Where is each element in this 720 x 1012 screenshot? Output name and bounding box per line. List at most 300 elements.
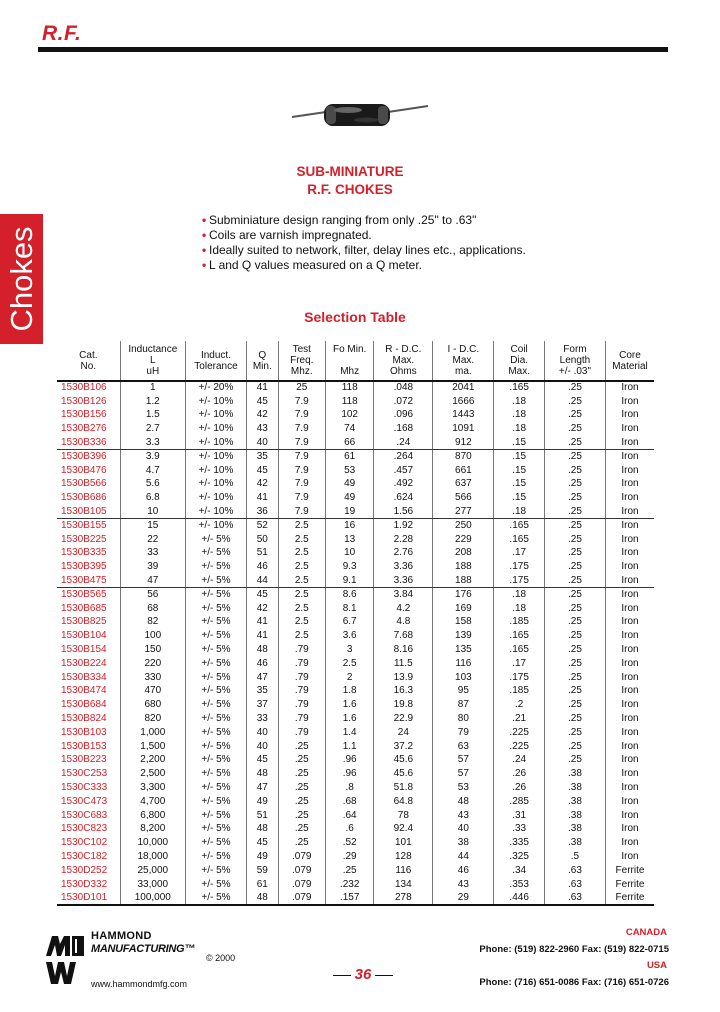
cat-number-cell: 1530B223: [61, 754, 107, 766]
table-cell: 912: [433, 436, 494, 450]
table-cell: .79: [278, 726, 325, 740]
cat-number-cell: 1530B334: [61, 671, 107, 683]
table-cell: 48: [247, 823, 279, 837]
column-header: I - D.C. Max. ma.: [433, 341, 494, 381]
table-cell: 48: [247, 643, 279, 657]
table-cell: 36: [247, 505, 279, 519]
table-cell: .25: [544, 381, 605, 395]
table-cell: +/- 10%: [185, 395, 246, 409]
cat-number-cell: 1530B104: [61, 630, 107, 642]
table-cell: 45: [247, 754, 279, 768]
table-cell: 49: [247, 850, 279, 864]
table-cell: .285: [494, 795, 545, 809]
table-cell: Iron: [605, 850, 654, 864]
table-cell: 2,200: [120, 754, 185, 768]
table-row: [57, 754, 654, 768]
table-cell: +/- 5%: [185, 878, 246, 892]
table-cell: .17: [494, 657, 545, 671]
table-cell: 48: [247, 891, 279, 905]
table-cell: .25: [278, 754, 325, 768]
table-cell: Iron: [605, 574, 654, 588]
table-cell: Iron: [605, 409, 654, 423]
table-cell: Iron: [605, 781, 654, 795]
table-row: [57, 464, 654, 478]
table-cell: .185: [494, 616, 545, 630]
table-row: [57, 698, 654, 712]
table-row: [57, 781, 654, 795]
table-cell: .96: [325, 754, 373, 768]
table-cell: 820: [120, 712, 185, 726]
table-cell: 7.9: [278, 491, 325, 505]
table-cell: .64: [325, 809, 373, 823]
table-cell: 176: [433, 588, 494, 602]
table-cell: 64.8: [374, 795, 433, 809]
cat-number-cell: 1530B224: [61, 657, 107, 669]
table-cell: 2.5: [278, 574, 325, 588]
table-cell: .096: [374, 409, 433, 423]
table-cell: +/- 5%: [185, 643, 246, 657]
table-cell: .25: [544, 491, 605, 505]
side-tab-label: Chokes: [3, 226, 39, 332]
table-cell: Iron: [605, 505, 654, 519]
table-cell: 16.3: [374, 685, 433, 699]
table-cell: 42: [247, 409, 279, 423]
table-cell: +/- 5%: [185, 864, 246, 878]
table-cell: .25: [544, 560, 605, 574]
hammond-logo: [46, 932, 86, 986]
table-cell: .25: [544, 395, 605, 409]
table-cell: 2.7: [120, 422, 185, 436]
table-cell: 46: [433, 864, 494, 878]
table-cell: 29: [433, 891, 494, 905]
table-cell: 1091: [433, 422, 494, 436]
table-cell: 56: [120, 588, 185, 602]
table-cell: 1: [120, 381, 185, 395]
table-cell: .079: [278, 878, 325, 892]
table-header-row: [57, 341, 654, 381]
table-cell: Iron: [605, 671, 654, 685]
table-cell: +/- 5%: [185, 740, 246, 754]
table-cell: 43: [433, 809, 494, 823]
table-cell: 57: [433, 754, 494, 768]
table-cell: 1.2: [120, 395, 185, 409]
website-link[interactable]: www.hammondmfg.com: [91, 979, 188, 989]
table-cell: .079: [278, 850, 325, 864]
table-cell: .25: [544, 409, 605, 423]
table-cell: .18: [494, 602, 545, 616]
table-cell: 3.3: [120, 436, 185, 450]
table-cell: Iron: [605, 602, 654, 616]
table-cell: 53: [325, 464, 373, 478]
table-cell: 45: [247, 588, 279, 602]
table-cell: 22: [120, 533, 185, 547]
table-cell: .25: [278, 781, 325, 795]
table-cell: .25: [544, 629, 605, 643]
product-heading-line2: R.F. CHOKES: [307, 182, 393, 197]
cat-number-cell: 1530B684: [61, 699, 107, 711]
table-cell: .165: [494, 519, 545, 533]
table-cell: 47: [247, 781, 279, 795]
table-cell: Iron: [605, 450, 654, 464]
table-cell: 74: [325, 422, 373, 436]
table-cell: 3: [325, 643, 373, 657]
table-cell: .165: [494, 381, 545, 395]
table-cell: .25: [544, 671, 605, 685]
table-cell: 61: [247, 878, 279, 892]
table-cell: Iron: [605, 436, 654, 450]
table-cell: 45.6: [374, 754, 433, 768]
table-cell: 44: [433, 850, 494, 864]
table-cell: .26: [494, 767, 545, 781]
table-cell: +/- 10%: [185, 450, 246, 464]
cat-number-cell: 1530B824: [61, 713, 107, 725]
table-cell: 48: [247, 767, 279, 781]
table-cell: +/- 20%: [185, 381, 246, 395]
table-cell: .15: [494, 436, 545, 450]
table-cell: 1.1: [325, 740, 373, 754]
table-cell: 566: [433, 491, 494, 505]
table-cell: 3.84: [374, 588, 433, 602]
table-cell: 158: [433, 616, 494, 630]
column-header: Cat. No.: [57, 341, 120, 381]
table-cell: .18: [494, 409, 545, 423]
table-cell: 2.5: [278, 560, 325, 574]
side-tab: [0, 214, 43, 344]
table-cell: .25: [544, 574, 605, 588]
table-cell: 1,500: [120, 740, 185, 754]
table-cell: 7.9: [278, 478, 325, 492]
cat-number-cell: 1530B474: [61, 685, 107, 697]
table-cell: .17: [494, 547, 545, 561]
table-cell: 47: [120, 574, 185, 588]
table-cell: .38: [544, 809, 605, 823]
table-cell: Iron: [605, 395, 654, 409]
table-cell: +/- 5%: [185, 671, 246, 685]
table-cell: .31: [494, 809, 545, 823]
cat-number-cell: 1530B126: [61, 395, 107, 407]
table-cell: 45: [247, 464, 279, 478]
table-cell: .225: [494, 726, 545, 740]
table-cell: 92.4: [374, 823, 433, 837]
table-cell: 8.6: [325, 588, 373, 602]
table-cell: 10: [325, 547, 373, 561]
table-cell: .225: [494, 740, 545, 754]
table-cell: 1.6: [325, 698, 373, 712]
table-cell: 2041: [433, 381, 494, 395]
table-cell: Iron: [605, 629, 654, 643]
brand-name: HAMMOND: [91, 930, 152, 942]
table-cell: Ferrite: [605, 864, 654, 878]
table-cell: 78: [374, 809, 433, 823]
cat-number-cell: 1530C473: [61, 795, 108, 807]
table-row: [57, 836, 654, 850]
table-cell: .185: [494, 685, 545, 699]
table-cell: +/- 5%: [185, 685, 246, 699]
table-cell: .25: [278, 740, 325, 754]
table-cell: 4.2: [374, 602, 433, 616]
table-cell: .6: [325, 823, 373, 837]
table-cell: 7.9: [278, 505, 325, 519]
table-cell: .264: [374, 450, 433, 464]
table-cell: 15: [120, 519, 185, 533]
table-cell: .25: [544, 464, 605, 478]
table-cell: 53: [433, 781, 494, 795]
table-cell: 277: [433, 505, 494, 519]
table-cell: .38: [544, 781, 605, 795]
table-cell: 330: [120, 671, 185, 685]
table-body: [57, 381, 654, 905]
table-cell: 44: [247, 574, 279, 588]
table-cell: .26: [494, 781, 545, 795]
table-cell: Iron: [605, 533, 654, 547]
table-cell: +/- 5%: [185, 602, 246, 616]
table-cell: .25: [544, 436, 605, 450]
table-cell: Iron: [605, 464, 654, 478]
table-cell: .335: [494, 836, 545, 850]
table-cell: 7.9: [278, 436, 325, 450]
table-cell: 37: [247, 698, 279, 712]
table-cell: .15: [494, 478, 545, 492]
table-cell: 19.8: [374, 698, 433, 712]
table-cell: Ferrite: [605, 878, 654, 892]
table-cell: 2.5: [278, 588, 325, 602]
table-cell: .492: [374, 478, 433, 492]
table-cell: .25: [544, 616, 605, 630]
table-cell: +/- 5%: [185, 547, 246, 561]
table-cell: 870: [433, 450, 494, 464]
cat-number-cell: 1530B225: [61, 533, 107, 545]
table-cell: +/- 10%: [185, 519, 246, 533]
table-cell: 2.5: [325, 657, 373, 671]
table-cell: .25: [544, 602, 605, 616]
table-cell: 188: [433, 574, 494, 588]
table-cell: .353: [494, 878, 545, 892]
table-cell: 50: [247, 533, 279, 547]
table-cell: 188: [433, 560, 494, 574]
table-cell: .175: [494, 574, 545, 588]
table-row: [57, 574, 654, 588]
table-cell: .18: [494, 588, 545, 602]
table-cell: .072: [374, 395, 433, 409]
country-canada: CANADA: [625, 927, 667, 938]
table-cell: Iron: [605, 616, 654, 630]
cat-number-cell: 1530B685: [61, 602, 107, 614]
table-cell: .232: [325, 878, 373, 892]
table-cell: 52: [247, 519, 279, 533]
table-cell: Iron: [605, 795, 654, 809]
cat-number-cell: 1530C333: [61, 782, 108, 793]
cat-number-cell: 1530C253: [61, 768, 108, 780]
table-cell: 128: [374, 850, 433, 864]
table-cell: 87: [433, 698, 494, 712]
table-cell: 40: [247, 740, 279, 754]
table-cell: 37.2: [374, 740, 433, 754]
cat-number-cell: 1530B103: [61, 726, 107, 738]
table-cell: 208: [433, 547, 494, 561]
table-cell: Ferrite: [605, 891, 654, 905]
table-cell: .15: [494, 464, 545, 478]
table-cell: 46: [247, 560, 279, 574]
table-cell: 48: [433, 795, 494, 809]
table-cell: 68: [120, 602, 185, 616]
table-cell: 220: [120, 657, 185, 671]
table-cell: 45: [247, 836, 279, 850]
table-cell: .33: [494, 823, 545, 837]
table-cell: 95: [433, 685, 494, 699]
table-cell: 51: [247, 547, 279, 561]
table-cell: 4.7: [120, 464, 185, 478]
table-cell: Iron: [605, 712, 654, 726]
table-cell: +/- 10%: [185, 491, 246, 505]
table-cell: 51: [247, 809, 279, 823]
table-cell: 43: [433, 878, 494, 892]
table-cell: 2,500: [120, 767, 185, 781]
table-row: [57, 547, 654, 561]
table-cell: Iron: [605, 381, 654, 395]
table-cell: .175: [494, 560, 545, 574]
table-cell: +/- 5%: [185, 726, 246, 740]
table-cell: .68: [325, 795, 373, 809]
table-cell: 13: [325, 533, 373, 547]
table-cell: .2: [494, 698, 545, 712]
table-cell: 4,700: [120, 795, 185, 809]
table-cell: 661: [433, 464, 494, 478]
table-row: [57, 395, 654, 409]
cat-number-cell: 1530B155: [61, 520, 107, 532]
phone-canada: Phone: (519) 822-2960 Fax: (519) 822-0715: [479, 944, 669, 955]
table-cell: +/- 10%: [185, 409, 246, 423]
table-cell: +/- 5%: [185, 767, 246, 781]
cat-number-cell: 1530B276: [61, 423, 107, 435]
table-cell: .18: [494, 422, 545, 436]
table-cell: 2.5: [278, 629, 325, 643]
table-row: [57, 643, 654, 657]
table-cell: 118: [325, 395, 373, 409]
table-cell: 61: [325, 450, 373, 464]
table-cell: 116: [433, 657, 494, 671]
table-cell: 45.6: [374, 767, 433, 781]
table-cell: 8,200: [120, 823, 185, 837]
table-cell: 3.6: [325, 629, 373, 643]
cat-number-cell: 1530B476: [61, 464, 107, 476]
table-cell: .25: [544, 533, 605, 547]
table-cell: .25: [544, 422, 605, 436]
cat-number-cell: 1530C102: [61, 837, 108, 849]
table-cell: Iron: [605, 560, 654, 574]
table-cell: 25,000: [120, 864, 185, 878]
table-cell: Iron: [605, 754, 654, 768]
table-cell: 10: [120, 505, 185, 519]
feature-item: • Ideally suited to network, filter, delay lines etc., applications.: [202, 243, 526, 257]
cat-number-cell: 1530B825: [61, 616, 107, 628]
page-number: 36: [318, 966, 408, 983]
table-cell: 18,000: [120, 850, 185, 864]
selection-table-title: Selection Table: [304, 309, 406, 325]
table-cell: .79: [278, 643, 325, 657]
table-row: [57, 809, 654, 823]
table-cell: 41: [247, 616, 279, 630]
table-cell: 49: [247, 795, 279, 809]
table-row: [57, 740, 654, 754]
table-cell: 40: [247, 436, 279, 450]
table-cell: .52: [325, 836, 373, 850]
table-cell: 1.4: [325, 726, 373, 740]
table-cell: .25: [278, 795, 325, 809]
table-cell: 9.3: [325, 560, 373, 574]
table-cell: 38: [433, 836, 494, 850]
table-cell: 2.76: [374, 547, 433, 561]
table-cell: 6.7: [325, 616, 373, 630]
table-cell: +/- 5%: [185, 629, 246, 643]
table-row: [57, 629, 654, 643]
table-cell: 101: [374, 836, 433, 850]
table-cell: .25: [544, 726, 605, 740]
table-cell: .25: [544, 478, 605, 492]
feature-item: • Subminiature design ranging from only .25" to .63": [202, 213, 477, 227]
table-cell: +/- 10%: [185, 436, 246, 450]
table-cell: 9.1: [325, 574, 373, 588]
table-cell: .25: [278, 809, 325, 823]
table-cell: 7.9: [278, 464, 325, 478]
table-cell: 1443: [433, 409, 494, 423]
table-cell: 63: [433, 740, 494, 754]
table-cell: .96: [325, 767, 373, 781]
table-cell: 13.9: [374, 671, 433, 685]
table-cell: 11.5: [374, 657, 433, 671]
cat-number-cell: 1530C683: [61, 809, 108, 821]
table-cell: 43: [247, 422, 279, 436]
table-cell: 103: [433, 671, 494, 685]
table-cell: .048: [374, 381, 433, 395]
table-row: [57, 726, 654, 740]
table-cell: +/- 5%: [185, 560, 246, 574]
table-cell: .25: [325, 864, 373, 878]
table-cell: 7.9: [278, 450, 325, 464]
table-cell: +/- 5%: [185, 698, 246, 712]
table-cell: 24: [374, 726, 433, 740]
table-cell: .079: [278, 864, 325, 878]
table-cell: 33,000: [120, 878, 185, 892]
table-cell: 25: [278, 381, 325, 395]
table-cell: .25: [544, 588, 605, 602]
table-cell: .79: [278, 685, 325, 699]
table-cell: .25: [278, 823, 325, 837]
table-cell: 6.8: [120, 491, 185, 505]
table-cell: 7.9: [278, 409, 325, 423]
cat-number-cell: 1530D332: [61, 878, 108, 890]
table-cell: 169: [433, 602, 494, 616]
table-cell: 10,000: [120, 836, 185, 850]
table-cell: +/- 5%: [185, 809, 246, 823]
table-cell: +/- 10%: [185, 478, 246, 492]
table-cell: .79: [278, 698, 325, 712]
column-header: Q Min.: [247, 341, 279, 381]
table-cell: 229: [433, 533, 494, 547]
column-header: Test Freq. Mhz.: [278, 341, 325, 381]
column-header: Core Material: [605, 341, 654, 381]
table-cell: .38: [544, 767, 605, 781]
table-cell: 41: [247, 491, 279, 505]
table-cell: Iron: [605, 519, 654, 533]
table-cell: 35: [247, 685, 279, 699]
table-cell: .25: [278, 836, 325, 850]
copyright: © 2000: [206, 953, 236, 963]
table-cell: .63: [544, 878, 605, 892]
cat-number-cell: 1530D252: [61, 864, 108, 876]
table-cell: +/- 5%: [185, 574, 246, 588]
table-cell: +/- 10%: [185, 464, 246, 478]
table-cell: .25: [544, 712, 605, 726]
